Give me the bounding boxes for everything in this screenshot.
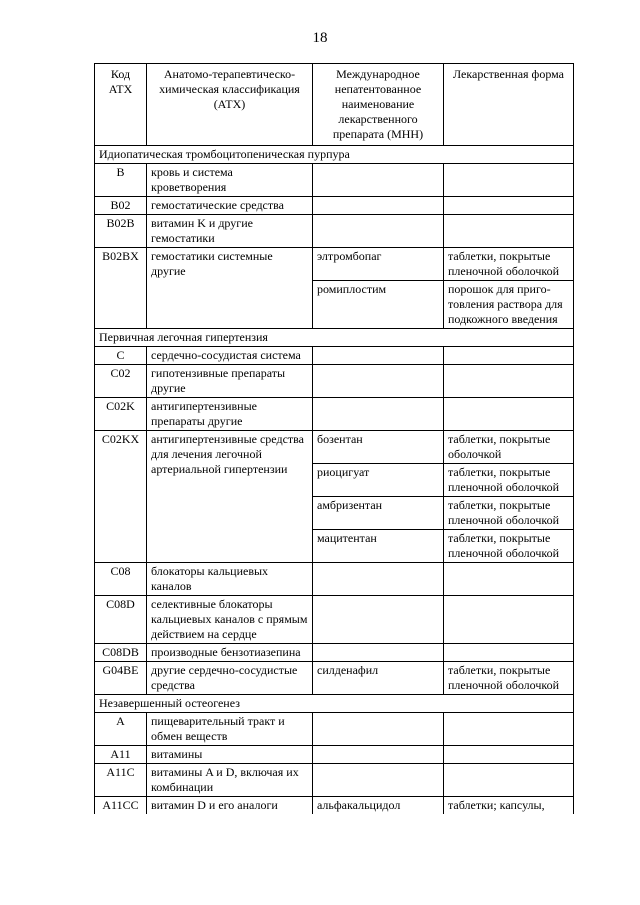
inn-cell: ромиплостим bbox=[313, 281, 444, 329]
atc-code: C08DB bbox=[95, 644, 147, 662]
form-cell bbox=[444, 596, 574, 644]
inn-cell: бозентан bbox=[313, 431, 444, 464]
table-row bbox=[95, 398, 574, 431]
section-row bbox=[95, 329, 574, 347]
table-row bbox=[95, 644, 574, 662]
atc-name: антигипертензивные средства для лечения легочной артериальной гипертензии bbox=[147, 431, 313, 563]
atc-code: B bbox=[95, 164, 147, 197]
atc-name: другие сердечно-сосудистые средства bbox=[147, 662, 313, 695]
inn-cell: мацитентан bbox=[313, 530, 444, 563]
atc-code: A11CC bbox=[95, 797, 147, 815]
header-form: Лекарственная форма bbox=[444, 64, 574, 146]
table-row bbox=[95, 248, 574, 281]
form-cell bbox=[444, 644, 574, 662]
atc-code: G04BE bbox=[95, 662, 147, 695]
atc-name: гипотензивные препараты другие bbox=[147, 365, 313, 398]
atc-code: A11 bbox=[95, 746, 147, 764]
table-row bbox=[95, 797, 574, 815]
form-cell: таблетки, покрытые пленочной оболочкой bbox=[444, 248, 574, 281]
form-cell bbox=[444, 563, 574, 596]
atc-medication-table bbox=[94, 63, 574, 814]
section-title: Первичная легочная гипертензия bbox=[95, 329, 574, 347]
form-cell bbox=[444, 713, 574, 746]
table-row bbox=[95, 347, 574, 365]
inn-cell bbox=[313, 596, 444, 644]
table-row bbox=[95, 164, 574, 197]
atc-code: C02K bbox=[95, 398, 147, 431]
form-cell bbox=[444, 164, 574, 197]
atc-name: гемостатические средства bbox=[147, 197, 313, 215]
atc-code: B02BX bbox=[95, 248, 147, 329]
header-classification: Анатомо-терапевтическо-химическая классификация (АТХ) bbox=[147, 64, 313, 146]
section-row bbox=[95, 146, 574, 164]
atc-code: C08 bbox=[95, 563, 147, 596]
header-code: Код АТХ bbox=[95, 64, 147, 146]
inn-cell bbox=[313, 197, 444, 215]
atc-name: антигипертензивные препараты другие bbox=[147, 398, 313, 431]
atc-name: блокаторы кальциевых каналов bbox=[147, 563, 313, 596]
form-cell bbox=[444, 365, 574, 398]
atc-code: C bbox=[95, 347, 147, 365]
table-row bbox=[95, 563, 574, 596]
header-inn: Международное непатентованное наименование лекарственного препарата (МНН) bbox=[313, 64, 444, 146]
form-cell: порошок для приго-товления раствора для подкожного введения bbox=[444, 281, 574, 329]
form-cell bbox=[444, 215, 574, 248]
inn-cell: силденафил bbox=[313, 662, 444, 695]
atc-name: селективные блокаторы кальциевых каналов с прямым действием на сердце bbox=[147, 596, 313, 644]
table-row bbox=[95, 764, 574, 797]
inn-cell: амбризентан bbox=[313, 497, 444, 530]
section-title: Идиопатическая тромбоцитопеническая пурпура bbox=[95, 146, 574, 164]
form-cell: таблетки; капсулы, bbox=[444, 797, 574, 815]
atc-name: кровь и система кроветворения bbox=[147, 164, 313, 197]
atc-code: A bbox=[95, 713, 147, 746]
atc-name: пищеварительный тракт и обмен веществ bbox=[147, 713, 313, 746]
atc-code: B02 bbox=[95, 197, 147, 215]
form-cell: таблетки, покрытые пленочной оболочкой bbox=[444, 662, 574, 695]
inn-cell bbox=[313, 713, 444, 746]
atc-name: витамины bbox=[147, 746, 313, 764]
form-cell: таблетки, покрытые оболочкой bbox=[444, 431, 574, 464]
form-cell bbox=[444, 764, 574, 797]
atc-name: производные бензотиазепина bbox=[147, 644, 313, 662]
atc-name: сердечно-сосудистая система bbox=[147, 347, 313, 365]
atc-name: витамины A и D, включая их комбинации bbox=[147, 764, 313, 797]
form-cell: таблетки, покрытые пленочной оболочкой bbox=[444, 530, 574, 563]
form-cell bbox=[444, 197, 574, 215]
atc-code: A11C bbox=[95, 764, 147, 797]
table-row bbox=[95, 713, 574, 746]
table-row bbox=[95, 431, 574, 464]
section-row bbox=[95, 695, 574, 713]
table-row bbox=[95, 365, 574, 398]
inn-cell bbox=[313, 764, 444, 797]
inn-cell: риоцигуат bbox=[313, 464, 444, 497]
page-number: 18 bbox=[312, 30, 328, 46]
form-cell bbox=[444, 347, 574, 365]
atc-name: витамин K и другие гемостатики bbox=[147, 215, 313, 248]
form-cell: таблетки, покрытые пленочной оболочкой bbox=[444, 464, 574, 497]
form-cell: таблетки, покрытые пленочной оболочкой bbox=[444, 497, 574, 530]
table-row bbox=[95, 215, 574, 248]
atc-name: гемостатики системные другие bbox=[147, 248, 313, 329]
atc-name: витамин D и его аналоги bbox=[147, 797, 313, 815]
inn-cell bbox=[313, 398, 444, 431]
atc-code: C08D bbox=[95, 596, 147, 644]
atc-code: C02 bbox=[95, 365, 147, 398]
section-title: Незавершенный остеогенез bbox=[95, 695, 574, 713]
inn-cell bbox=[313, 644, 444, 662]
table-row bbox=[95, 746, 574, 764]
table-row bbox=[95, 662, 574, 695]
atc-code: C02KX bbox=[95, 431, 147, 563]
table-header-row bbox=[95, 64, 574, 146]
atc-code: B02B bbox=[95, 215, 147, 248]
inn-cell: элтромбопаг bbox=[313, 248, 444, 281]
form-cell bbox=[444, 746, 574, 764]
inn-cell bbox=[313, 746, 444, 764]
inn-cell: альфакальцидол bbox=[313, 797, 444, 815]
inn-cell bbox=[313, 164, 444, 197]
inn-cell bbox=[313, 215, 444, 248]
table-row bbox=[95, 197, 574, 215]
inn-cell bbox=[313, 347, 444, 365]
table-row bbox=[95, 596, 574, 644]
form-cell bbox=[444, 398, 574, 431]
inn-cell bbox=[313, 365, 444, 398]
inn-cell bbox=[313, 563, 444, 596]
